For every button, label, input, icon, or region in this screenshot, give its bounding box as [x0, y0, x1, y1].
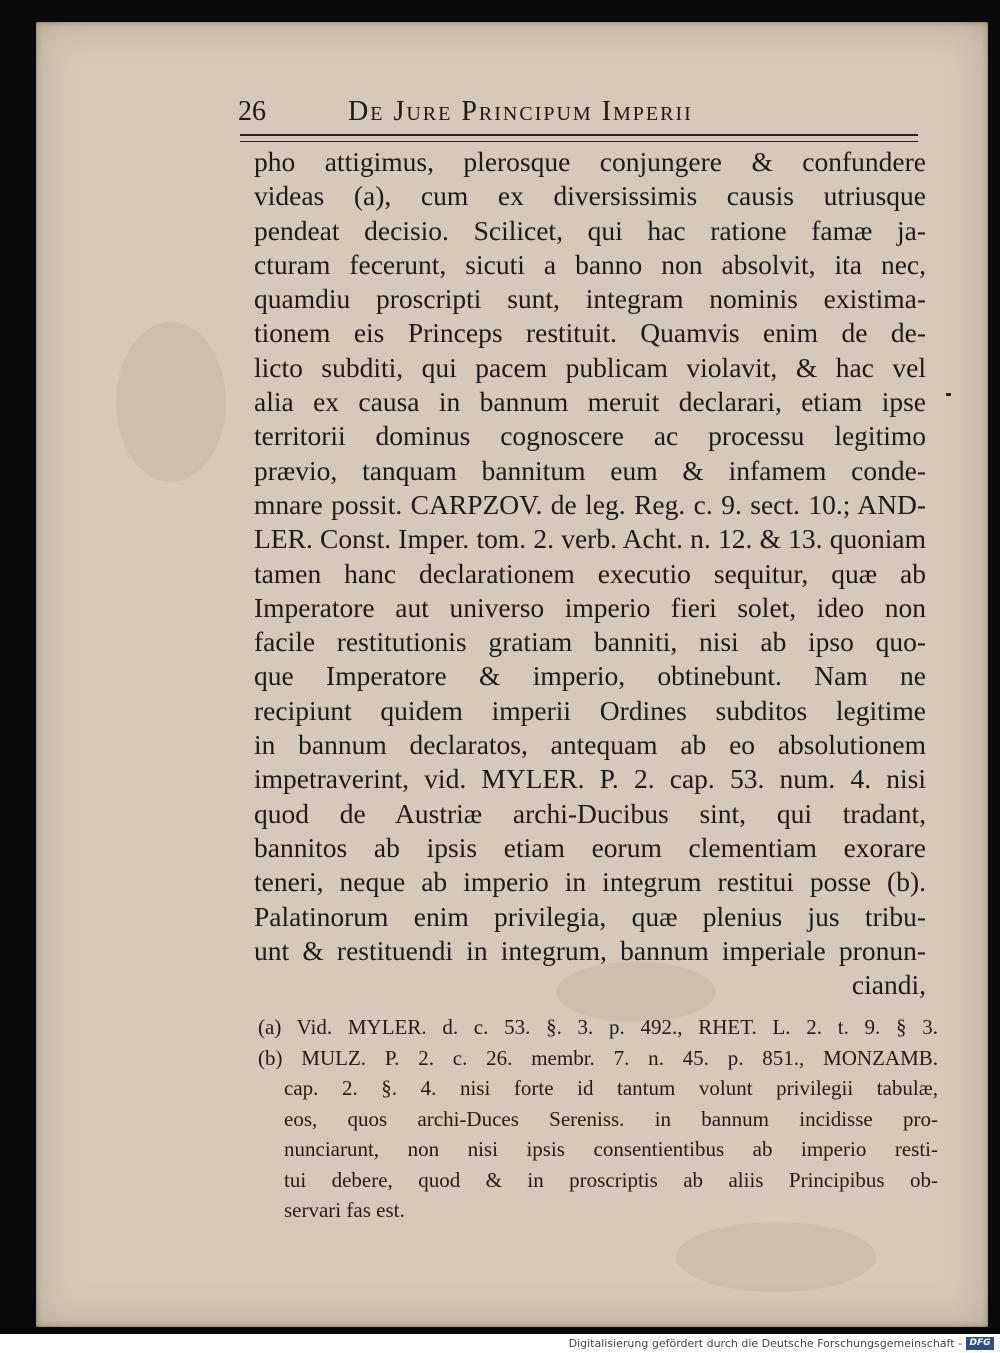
paper-stain	[116, 322, 226, 482]
dfg-logo-icon: DFG	[966, 1337, 994, 1350]
text-line: cturam fecerunt, sicuti a banno non absolvit, ita nec,	[254, 248, 926, 280]
footnote-line: tui debere, quod & in proscriptis ab aliis Principibus ob-	[284, 1167, 938, 1192]
text-line: territorii dominus cognoscere ac processu legitimo	[254, 420, 926, 452]
footnotes	[258, 1012, 938, 1226]
text-line: videas (a), cum ex diversissimis causis utriusque	[254, 180, 926, 212]
footnote-line: cap. 2. §. 4. nisi forte id tantum volunt privilegii tabulæ,	[284, 1076, 938, 1100]
running-header	[238, 92, 918, 132]
text-line: bannitos ab ipsis etiam eorum clementiam exorare	[254, 831, 926, 863]
text-line: pho attigimus, plerosque conjungere & confundere	[254, 146, 926, 177]
text-line: mnare possit. CARPZOV. de leg. Reg. c. 9. sect. 10.; AND-	[254, 488, 926, 520]
footnote-line: (a) Vid. MYLER. d. c. 53. §. 3. p. 492., RHET. L. 2. t. 9. § 3.	[258, 1015, 938, 1039]
funding-credit-text: Digitalisierung gefördert durch die Deutsche Forschungsgemeinschaft -	[568, 1337, 962, 1350]
text-line: quamdiu proscripti sunt, integram nominis existima-	[254, 283, 926, 315]
body-text	[254, 145, 926, 1002]
text-line: licto subditi, qui pacem publicam violavit, & hac vel	[254, 351, 926, 383]
text-line: alia ex causa in bannum meruit declarari, etiam ipse	[254, 386, 926, 418]
funding-credit-bar	[0, 1334, 1000, 1353]
text-line: Palatinorum enim privilegia, quæ plenius jus tribu-	[254, 900, 926, 932]
text-line: tamen hanc declarationem executio sequitur, quæ ab	[254, 557, 926, 589]
text-line: LER. Const. Imper. tom. 2. verb. Acht. n. 12. & 13. quoniam	[254, 523, 926, 555]
running-title: De Jure Principum Imperii	[348, 96, 693, 127]
footnote-line: (b) MULZ. P. 2. c. 26. membr. 7. n. 45. p. 851., MONZAMB.	[258, 1045, 938, 1070]
text-line: impetraverint, vid. MYLER. P. 2. cap. 53. num. 4. nisi	[254, 763, 926, 795]
footnote-line: servari fas est.	[284, 1198, 405, 1222]
text-line: tionem eis Princeps restituit. Quamvis enim de de-	[254, 317, 926, 349]
header-rule	[240, 134, 918, 142]
paper-stain	[676, 1222, 876, 1292]
text-line: facile restitutionis gratiam banniti, nisi ab ipso quo-	[254, 626, 926, 658]
text-line: teneri, neque ab imperio in integrum restitui posse (b).	[254, 866, 926, 898]
text-line: prævio, tanquam bannitum eum & infamem conde-	[254, 454, 926, 486]
text-line: in bannum declaratos, antequam ab eo absolutionem	[254, 729, 926, 761]
text-line: Imperatore aut universo imperio fieri solet, ideo non	[254, 591, 926, 623]
text-line: que Imperatore & imperio, obtinebunt. Nam ne	[254, 660, 926, 692]
text-line: pendeat decisio. Scilicet, qui hac ratione famæ ja-	[254, 214, 926, 246]
catchword: ciandi,	[851, 969, 926, 1001]
footnote-line: eos, quos archi-Duces Sereniss. in bannum incidisse pro-	[284, 1106, 938, 1131]
text-line: unt & restituendi in integrum, bannum imperiale pronun-	[254, 934, 926, 966]
text-line: quod de Austriæ archi-Ducibus sint, qui tradant,	[254, 797, 926, 829]
margin-mark	[946, 393, 951, 396]
text-line: recipiunt quidem imperii Ordines subditos legitime	[254, 694, 926, 726]
page-number: 26	[238, 96, 266, 127]
footnote-line: nunciarunt, non nisi ipsis consentientibus ab imperio resti-	[284, 1137, 938, 1161]
